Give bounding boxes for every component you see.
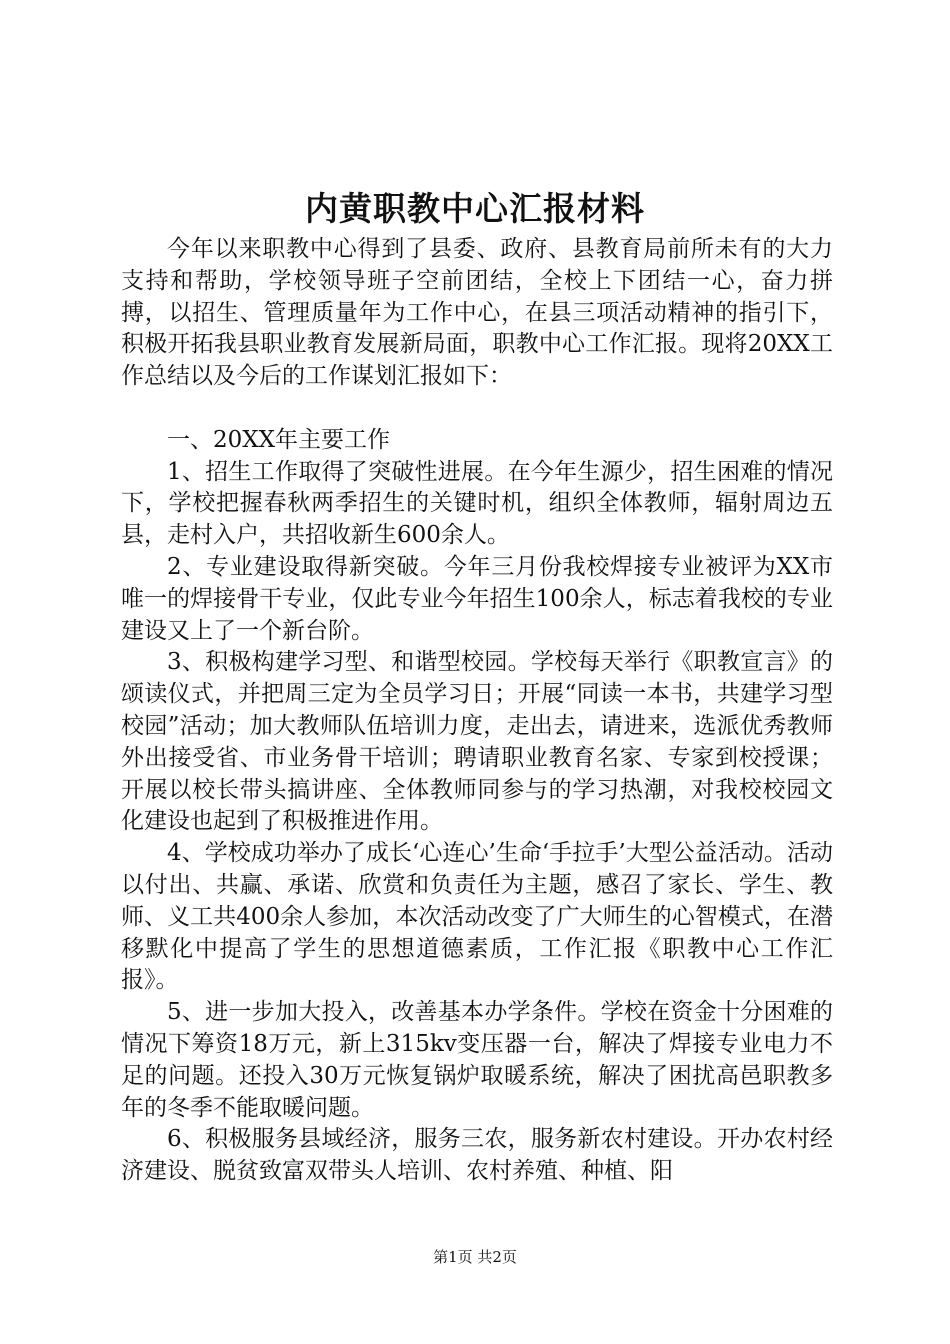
body-paragraph: 4、学校成功举办了成长‘心连心’生命‘手拉手’大型公益活动。活动以付出、共赢、承诺、欣赏和负责任为主题，感召了家长、学生、教师、义工共400余人参加，本次活动改变了广大师生的心智模式，在潜移默化中提高了学生的思想道德素质，工作汇报《职教中心工作汇报》。 <box>121 840 833 994</box>
body-paragraph: 1、招生工作取得了突破性进展。在今年生源少，招生困难的情况下，学校把握春秋两季招生的关键时机，组织全体教师，辐射周边五县，走村入户，共招收新生600余人。 <box>121 458 833 549</box>
body-paragraph: 2、专业建设取得新突破。今年三月份我校焊接专业被评为XX市唯一的焊接骨干专业，仅此专业今年招生100余人，标志着我校的专业建设又上了一个新台阶。 <box>121 553 833 644</box>
page-footer: 第1页 共2页 <box>433 1248 517 1266</box>
body-paragraph: 5、进一步加大投入，改善基本办学条件。学校在资金十分困难的情况下筹资18万元，新上315kv变压器一台，解决了焊接专业电力不足的问题。还投入30万元恢复锅炉取暖系统，解决了困扰高邑职教多年的冬季不能取暖问题。 <box>121 999 833 1121</box>
section-heading: 一、20XX年主要工作 <box>167 426 391 453</box>
body-paragraph: 3、积极构建学习型、和谐型校园。学校每天举行《职教宣言》的颂读仪式，并把周三定为全员学习日；开展“同读一本书，共建学习型校园”活动；加大教师队伍培训力度，走出去，请进来，选派优秀教师外出接受省、市业务骨干培训；聘请职业教育名家、专家到校授课；开展以校长带头搞讲座、全体教师同参与的学习热潮，对我校校园文化建设也起到了积极推进作用。 <box>121 649 833 835</box>
body-paragraph: 6、积极服务县域经济，服务三农，服务新农村建设。开办农村经济建设、脱贫致富双带头人培训、农村养殖、种植、阳 <box>121 1126 833 1185</box>
intro-paragraph: 今年以来职教中心得到了县委、政府、县教育局前所未有的大力支持和帮助，学校领导班子空前团结，全校上下团结一心，奋力拼搏，以招生、管理质量年为工作中心，在县三项活动精神的指引下，积极开拓我县职业教育发展新局面，职教中心工作汇报。现将20XX工作总结以及今后的工作谋划汇报如下： <box>121 236 833 390</box>
document-title: 内黄职教中心汇报材料 <box>305 189 645 228</box>
document-body <box>121 234 833 1188</box>
